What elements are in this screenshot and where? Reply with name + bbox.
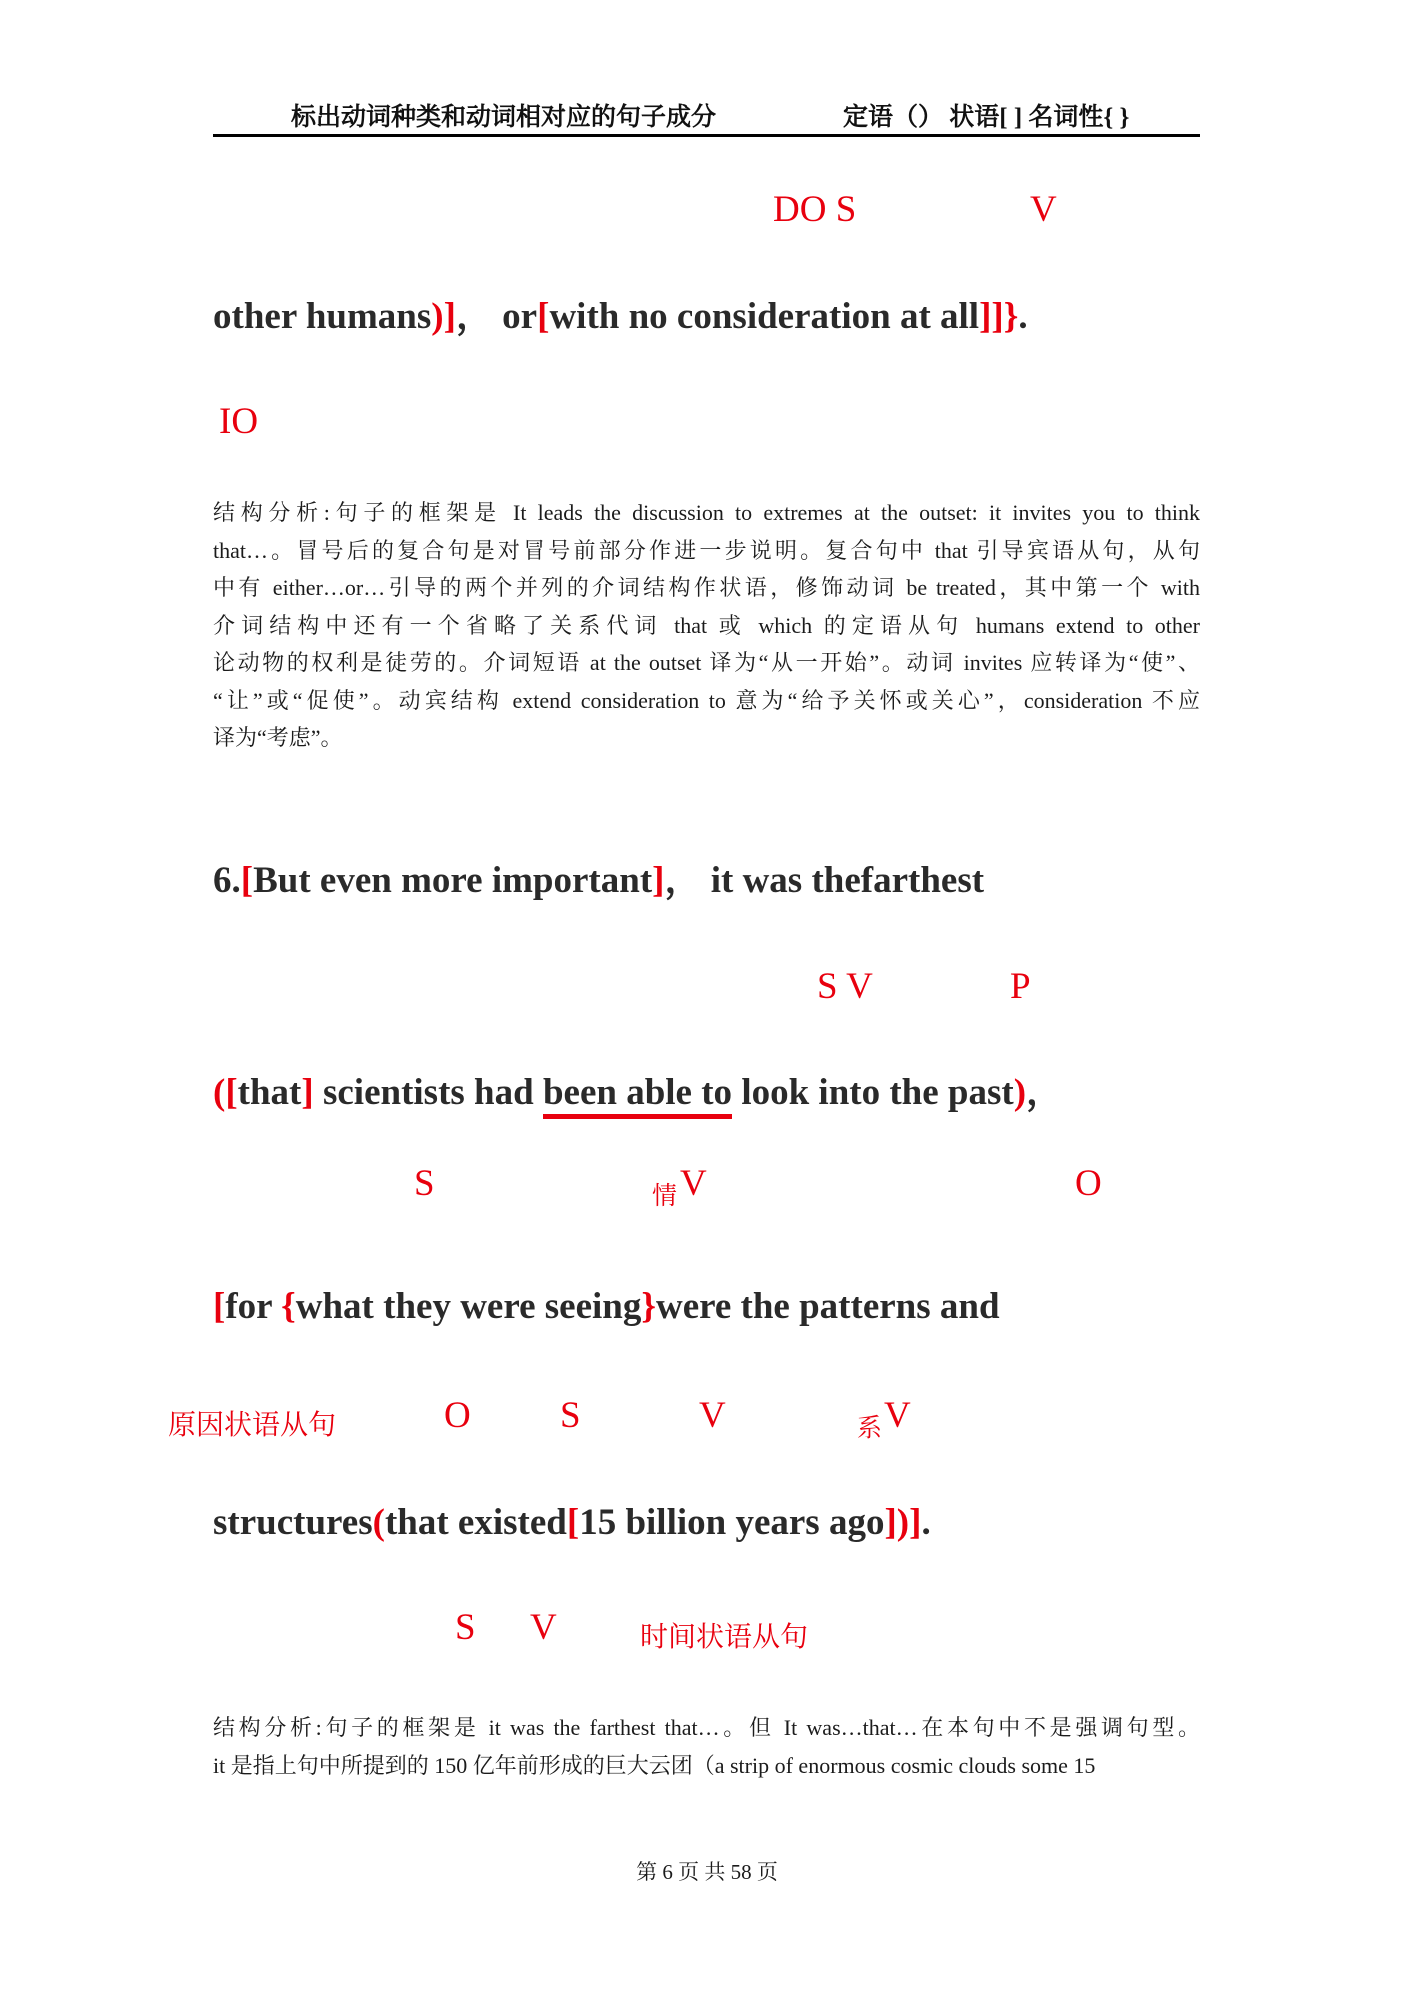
red-bracket: ] (652, 860, 665, 901)
analysis-line: 介词结构中还有一个省略了关系代词 that 或 which 的定语从句 humans extend to other (213, 612, 1200, 638)
sentence-text: for (225, 1286, 282, 1327)
annotation-v2: V (884, 1395, 911, 1436)
sentence-text: that existed (384, 1502, 567, 1543)
sentence-text: what they were seeing (295, 1286, 642, 1327)
header-rule (213, 134, 1200, 137)
structure-analysis-1 (213, 494, 1200, 757)
red-bracket: } (641, 1286, 656, 1327)
red-bracket: [ (566, 1502, 580, 1543)
red-underlined-phrase: been able to (543, 1072, 732, 1119)
annotation-link-verb-label: 系 (857, 1415, 883, 1442)
sentence-text: that (237, 1072, 302, 1113)
annotation-p: P (1010, 966, 1031, 1007)
red-bracket: ( (372, 1502, 385, 1543)
red-bracket: ([ (213, 1072, 238, 1113)
annotation-time-clause-label: 时间状语从句 (640, 1622, 809, 1653)
example-sentence-1 (213, 295, 1028, 339)
sentence-text: . (1018, 296, 1028, 337)
red-bracket: ]]} (979, 296, 1019, 337)
annotation-s: S (455, 1607, 476, 1648)
analysis-line: 译为“考虑”。 (213, 725, 343, 750)
annotation-v: V (680, 1163, 707, 1204)
annotation-s: S (560, 1395, 581, 1436)
annotation-do-s: DO S (773, 189, 857, 230)
red-bracket: [ (537, 296, 550, 337)
sentence-text: . (921, 1502, 931, 1543)
red-bracket: { (281, 1286, 296, 1327)
example-sentence-2 (213, 1071, 1063, 1115)
sentence-text: 6. (213, 860, 241, 901)
example-sentence-3 (213, 1285, 1000, 1329)
annotation-sv: S V (817, 966, 873, 1007)
red-bracket: ) (1013, 1072, 1027, 1113)
annotation-modal-label: 情 (652, 1183, 678, 1210)
sentence-text: structures (213, 1502, 373, 1543)
annotation-v: V (530, 1607, 557, 1648)
example-sentence-4 (213, 1501, 931, 1545)
red-bracket: [ (240, 860, 254, 901)
sentence-text: with no consideration at all (549, 296, 980, 337)
analysis-line: “让”或“促使”。动宾结构 extend consideration to 意为“给予关怀或关心”，consideration 不应 (213, 687, 1200, 713)
page-number-footer: 第 6 页 共 58 页 (636, 1860, 778, 1884)
red-bracket: [ (213, 1286, 226, 1327)
red-bracket: ])] (884, 1502, 922, 1543)
annotation-v: V (699, 1395, 726, 1436)
header-left-title: 标出动词种类和动词相对应的句子成分 (291, 104, 717, 131)
sentence-text: scientists had (313, 1072, 543, 1113)
red-bracket: ] (301, 1072, 314, 1113)
annotation-cause-clause-label: 原因状语从句 (168, 1410, 337, 1441)
sentence-text: ， (1026, 1072, 1064, 1113)
sentence-text: other humans (213, 296, 432, 337)
analysis-line: that…。冒号后的复合句是对冒号前部分作进一步说明。复合句中 that 引导宾语从句，从句 (213, 537, 1200, 563)
sentence-text: ， or (455, 296, 538, 337)
header-right-legend: 定语（） 状语[ ] 名词性{ } (843, 104, 1130, 131)
sentence-text: ， it was thefarthest (664, 860, 985, 901)
annotation-io: IO (219, 401, 259, 442)
analysis-line: 中有 either…or…引导的两个并列的介词结构作状语，修饰动词 be treated，其中第一个 with (213, 575, 1200, 600)
annotation-o: O (1075, 1163, 1102, 1204)
red-bracket: )] (431, 296, 456, 337)
analysis-line: 结构分析:句子的框架是 it was the farthest that…。但 It was…that…在本句中不是强调句型。 (213, 1715, 1200, 1740)
example-sentence-6-heading (213, 859, 984, 903)
annotation-v: V (1030, 189, 1057, 230)
analysis-line: 论动物的权利是徒劳的。介词短语 at the outset 译为“从一开始”。动词 invites 应转译为“使”、 (213, 650, 1200, 675)
structure-analysis-2 (213, 1709, 1200, 1784)
sentence-text: 15 billion years ago (579, 1502, 885, 1543)
analysis-line: it 是指上句中所提到的 150 亿年前形成的巨大云团（a strip of enormous cosmic clouds some 15 (213, 1752, 1096, 1778)
analysis-line: 结构分析:句子的框架是 It leads the discussion to extremes at the outset: it invites you to think (213, 500, 1200, 525)
sentence-text: look into the past (732, 1072, 1014, 1113)
annotation-s: S (414, 1163, 435, 1204)
sentence-text: were the patterns and (655, 1286, 1000, 1327)
sentence-text: But even more important (253, 860, 653, 901)
annotation-o: O (444, 1395, 471, 1436)
